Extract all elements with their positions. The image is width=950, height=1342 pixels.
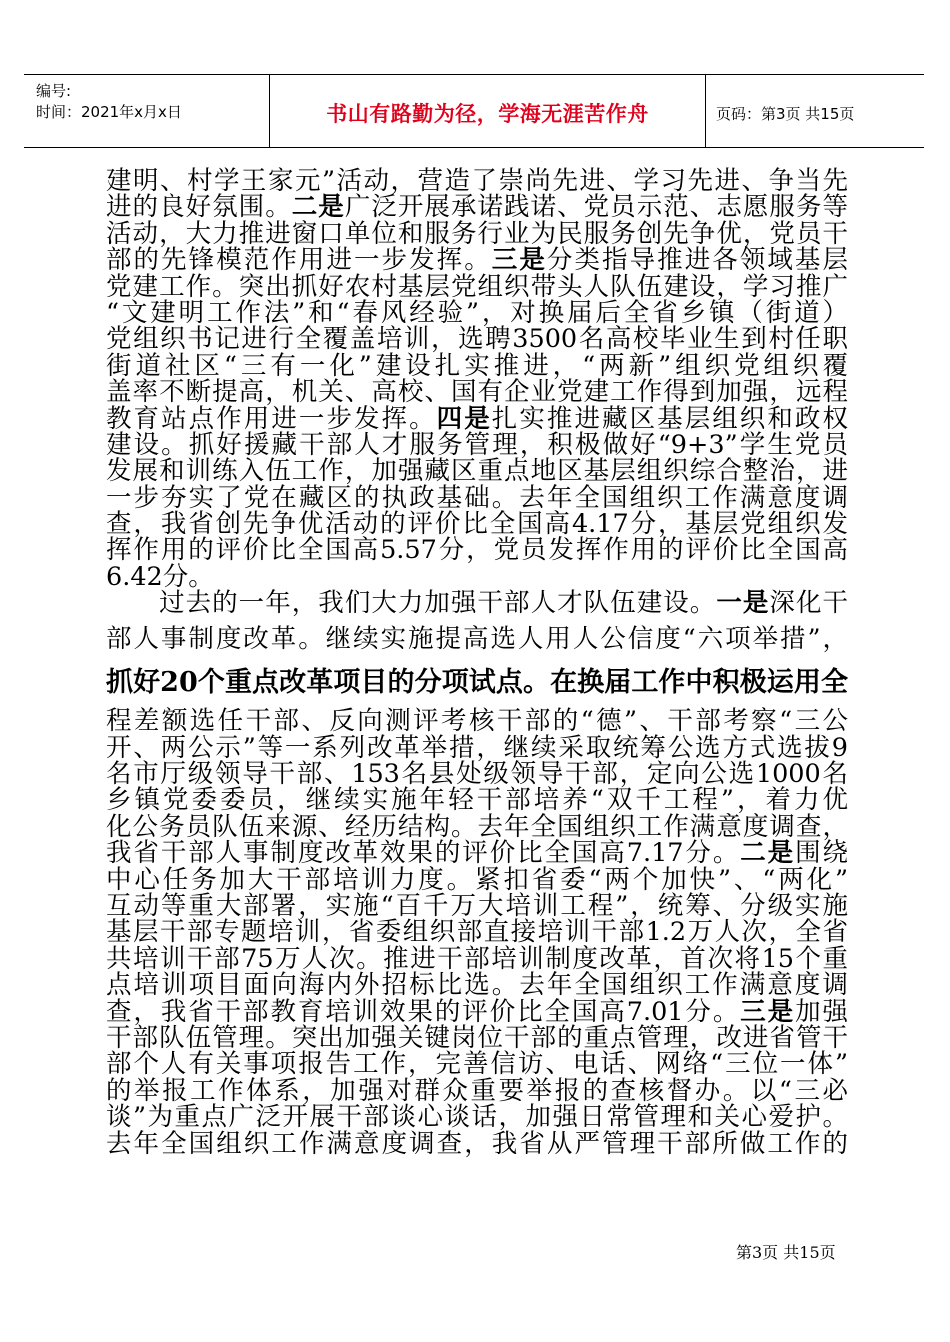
body-line [106,168,848,194]
body-line [106,917,848,948]
body-line [106,996,848,1027]
body-line [106,732,848,763]
body-line [106,482,848,513]
body-text: 点培训项目面向海内外招标比选。去年全国组织工作满意度调 [106,970,848,1001]
body-text: 分类指导推进各领域基层 [546,245,848,276]
document-body [106,168,848,1157]
body-line [106,1075,848,1106]
body-line [106,297,848,328]
body-line [106,218,848,249]
body-text: 发展和训练入伍工作，加强藏区重点地区基层组织综合整治，进 [106,456,848,487]
header-page-info: 页码：第3页 共15页 [716,104,855,123]
body-text: 谈”为重点广泛开展干部谈心谈话，加强日常管理和关心爱护。 [106,1102,848,1133]
body-line [106,890,848,921]
body-text: 盖率不断提高，机关、高校、国有企业党建工作得到加强，远程 [106,377,848,408]
emphasis-label: 一是 [716,588,770,619]
body-text: 扎实推进藏区基层组织和政权 [491,403,848,434]
body-text: 活动，大力推进窗口单位和服务行业为民服务创先争优，党员干 [106,218,848,249]
body-line [106,192,848,223]
body-text: 共培训干部75万人次。推进干部培训制度改革，首次将15个重 [106,943,848,974]
body-line [106,324,848,355]
body-line [106,350,848,381]
body-line [106,245,848,276]
body-line [106,658,848,708]
body-text: “文建明工作法”和“春风经验”，对换届后全省乡镇（街道） [106,297,848,328]
body-text: 加强 [795,996,848,1027]
body-text: 我省干部人事制度改革效果的评价比全国高7.17分。 [106,838,741,869]
body-line [106,561,848,592]
body-text: 部的先锋模范作用进一步发挥。 [106,245,492,276]
body-line [106,1102,848,1133]
header-motto: 书山有路勤为径，学海无涯苦作舟 [270,75,706,147]
body-text: 查，我省创先争优活动的评价比全国高4.17分，基层党组织发 [106,509,848,540]
body-text: 挥作用的评价比全国高5.57分，党员发挥作用的评价比全国高 [106,535,848,566]
body-line [106,377,848,408]
body-text: 部人事制度改革。继续实施提高选人用人公信度“六项举措”， [106,624,848,655]
body-text: 互动等重大部署，实施“百千万大培训工程”，统筹、分级实施 [106,890,848,921]
body-text: 教育站点作用进一步发挥。 [106,403,437,434]
body-line [106,620,848,658]
body-text: 街道社区“三有一化”建设扎实推进，“两新”组织党组织覆 [106,350,848,381]
body-text: 6.42分。 [106,561,214,592]
body-line [106,429,848,460]
body-text: 程差额选任干部、反向测评考核干部的“德”、干部考察“三公 [106,706,848,737]
body-text: 开、两公示”等一系列改革举措，继续采取统筹公选方式选拔9 [106,732,848,763]
body-line [106,943,848,974]
body-line [106,811,848,842]
doc-time-label: 时间：2021年x月x日 [36,103,182,121]
emphasis-label: 二是 [291,192,345,223]
body-text: 基层干部专题培训，省委组织部直接培训干部1.2万人次，全省 [106,917,848,948]
body-line [106,970,848,1001]
body-text: 名市厅级领导干部、153名县处级领导干部，定向公选1000名 [106,759,848,790]
body-text: 中心任务加大干部培训力度。紧扣省委“两个加快”、“两化” [106,864,848,895]
body-text: 过去的一年，我们大力加强干部人才队伍建设。 [106,588,717,619]
body-line [106,838,848,869]
doc-number-label: 编号: [36,82,72,100]
body-line [106,403,848,434]
emphasis-label: 二是 [740,838,796,869]
body-line [106,456,848,487]
body-text: 围绕 [795,838,848,869]
body-text: 的举报工作体系，加强对群众重要举报的查核督办。以“三必 [106,1075,848,1106]
body-line [106,1128,848,1159]
body-text: 进的良好氛围。 [106,192,292,223]
body-text: 去年全国组织工作满意度调查，我省从严管理干部所做工作的 [106,1128,848,1159]
header-meta [24,75,270,147]
body-text: 部个人有关事项报告工作，完善信访、电话、网络“三位一体” [106,1049,848,1080]
body-text: 一步夯实了党在藏区的执政基础。去年全国组织工作满意度调 [106,482,848,513]
emphasis-label: 三是 [491,245,547,276]
body-text: 党组织书记进行全覆盖培训，选聘3500名高校毕业生到村任职 [106,324,848,355]
body-line [106,706,848,737]
body-text: 党建工作。突出抓好农村基层党组织带头人队伍建设，学习推广 [106,271,848,302]
body-line [106,1022,848,1053]
body-text: 建设。抓好援藏干部人才服务管理，积极做好“9+3”学生党员 [106,429,848,460]
body-text: 干部队伍管理。突出加强关键岗位干部的重点管理，改进省管干 [106,1022,848,1053]
body-line [106,590,848,620]
emphasis-label: 三是 [740,996,796,1027]
body-text: 抓好20个重点改革项目的分项试点。在换届工作中积极运用全 [106,667,848,699]
body-line [106,535,848,566]
emphasis-label: 四是 [436,403,492,434]
document-header [24,74,924,148]
body-line [106,509,848,540]
body-line [106,864,848,895]
body-line [106,785,848,816]
body-line [106,271,848,302]
body-text: 建明、村学王家元”活动，营造了崇尚先进、学习先进、争当先 [106,166,848,196]
body-text: 深化干 [769,588,848,619]
body-text: 广泛开展承诺践诺、党员示范、志愿服务等 [344,192,848,223]
body-line [106,1049,848,1080]
body-text: 化公务员队伍来源、经历结构。去年全国组织工作满意度调查， [106,811,848,842]
body-text: 乡镇党委委员，继续实施年轻干部培养“双千工程”，着力优 [106,785,848,816]
footer-page-info: 第3页 共15页 [736,1243,836,1262]
body-text: 查，我省干部教育培训效果的评价比全国高7.01分。 [106,996,741,1027]
body-line [106,759,848,790]
